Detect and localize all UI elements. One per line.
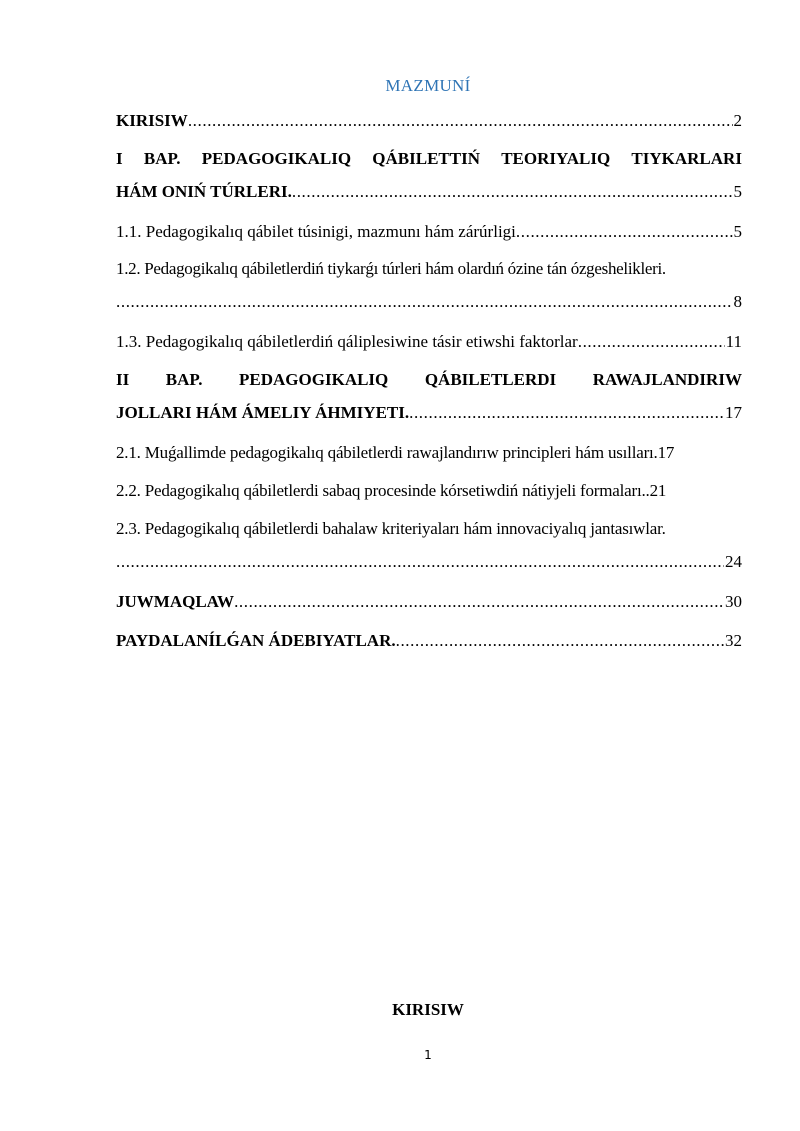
toc-entry-text: 2.2. Pedagogikalıq qábiletlerdi sabaq procesinde kórsetiwdiń nátiyjeli formaları.. [116, 481, 650, 500]
toc-entry-text: JUWMAQLAW [116, 592, 235, 611]
toc-entry-2-3-cont[interactable] [116, 551, 742, 573]
toc-entry-chapter-1-cont[interactable] [116, 181, 742, 203]
toc-entry-2-2[interactable] [116, 480, 742, 502]
toc-word: RAWAJLANDIRIW [592, 370, 742, 389]
toc-page-number: 17 [725, 403, 742, 422]
toc-page-number: 24 [725, 552, 742, 571]
toc-word: QÁBILETTIŃ [372, 149, 480, 168]
toc-leader-dots [292, 181, 733, 203]
page-number: 1 [424, 1048, 432, 1062]
toc-word: TEORIYALIQ [501, 149, 611, 168]
toc-word: TIYKARLARI [631, 149, 742, 168]
toc-entry-text: 1.1. Pedagogikalıq qábilet túsinigi, mazmunı hám zárúrligi [116, 222, 516, 241]
toc-entry-1-2-cont[interactable] [116, 291, 742, 313]
toc-entry-text: 2.3. Pedagogikalıq qábiletlerdi bahalaw kriteriyaları hám innovaciyalıq jantasıwlar. [116, 519, 666, 538]
toc-word: PEDAGOGIKALIQ [239, 370, 389, 389]
toc-entry-1-3[interactable] [116, 331, 742, 353]
toc-entry-text: PAYDALANÍLǴAN ÁDEBIYATLAR. [116, 631, 396, 650]
toc-word: II [116, 370, 130, 389]
toc-word: BAP. [165, 370, 203, 389]
toc-leader-dots [188, 110, 733, 132]
toc-page-number: 2 [733, 111, 742, 130]
toc-entry-kirisiw[interactable] [116, 110, 742, 132]
toc-entry-chapter-2-cont[interactable] [116, 402, 742, 424]
toc-title: MAZMUNÍ [385, 76, 471, 95]
toc-leader-dots [409, 402, 724, 424]
toc-entry-text: KIRISIW [116, 111, 188, 130]
toc-entry-text: 2.1. Muǵallimde pedagogikalıq qábiletlerdi rawajlandırıw principleri hám usılları. [116, 443, 658, 462]
toc-entry-2-3[interactable] [116, 518, 742, 540]
toc-word: QÁBILETLERDI [424, 370, 557, 389]
toc-leader-dots [116, 551, 724, 573]
toc-word: BAP. [143, 149, 181, 168]
toc-entry-chapter-2[interactable] [116, 369, 742, 391]
toc-entry-text: HÁM ONIŃ TÚRLERI. [116, 182, 292, 201]
section-heading-kirisiw: KIRISIW [392, 1000, 464, 1019]
toc-page-number: 32 [725, 631, 742, 650]
toc-page-number: 17 [657, 443, 675, 462]
toc-leader-dots [234, 591, 724, 613]
toc-entry-1-1[interactable] [116, 221, 742, 243]
toc-entry-text: JOLLARI HÁM ÁMELIY ÁHMIYETI. [116, 403, 410, 422]
toc-word: PEDAGOGIKALIQ [201, 149, 352, 168]
toc-page-number: 30 [725, 592, 742, 611]
toc-page-number: 21 [649, 481, 667, 500]
toc-page-number: 5 [733, 222, 742, 241]
toc-entry-text: 1.3. Pedagogikalıq qábiletlerdiń qáliplesiwine tásir etiwshi faktorlar [116, 332, 578, 351]
toc-word: I [116, 149, 123, 168]
toc-leader-dots [578, 331, 725, 353]
toc-entry-chapter-1[interactable] [116, 148, 742, 170]
toc-leader-dots [396, 630, 724, 652]
toc-entry-text: 1.2. Pedagogikalıq qábiletlerdiń tiykarǵı túrleri hám olardıń ózine tán ózgeshelikleri. [116, 259, 666, 278]
toc-leader-dots [116, 291, 733, 313]
toc-page-number: 11 [725, 332, 742, 351]
toc-entry-juwmaqlaw[interactable] [116, 591, 742, 613]
toc-entry-2-1[interactable] [116, 442, 756, 464]
toc-page-number: 5 [733, 182, 742, 201]
toc-leader-dots [516, 221, 733, 243]
toc-entry-references[interactable] [116, 630, 742, 652]
toc-entry-1-2[interactable] [116, 258, 742, 280]
toc-page-number: 8 [733, 292, 742, 311]
